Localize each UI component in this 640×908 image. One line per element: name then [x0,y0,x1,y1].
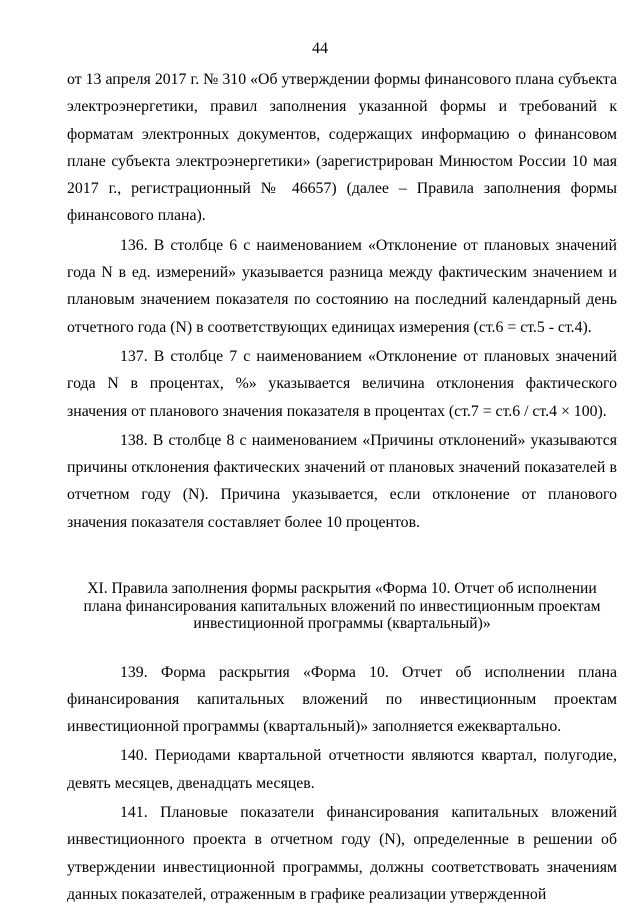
page-number: 44 [312,40,328,57]
section-heading [67,580,617,633]
paragraph-137: 137. В столбце 7 с наименованием «Отклонение от плановых значений года N в процентах, %» указывается величина отклонения фактического значения от планового значения показателя в процентах (ст.7 = ст.6 / ст.4 × 100). [67,347,617,420]
paragraph-139: 139. Форма раскрытия «Форма 10. Отчет об исполнении плана финансирования капитальных вложений по инвестиционным проектам инвестиционной программы (квартальный)» заполняется ежеквартально. [67,663,617,736]
paragraph-continuation: от 13 апреля 2017 г. № 310 «Об утверждении формы финансового плана субъекта электроэнергетики, правил заполнения указанной формы и требований к форматам электронных документов, содержащих информацию о финансовом плане субъекта электроэнергетики» (зарегистрирован Минюстом России 10 мая 2017 г., регистрационный № 46657) (далее – Правила заполнения формы финансового плана). [67,71,617,225]
paragraph-138: 138. В столбце 8 с наименованием «Причины отклонений» указываются причины отклонения фактических значений от плановых значений показателей в отчетном году (N). Причина указывается, если отклонение от планового значения показателя составляет более 10 процентов. [67,431,617,531]
section-heading-line: плана финансирования капитальных вложений по инвестиционным проектам [83,597,601,615]
section-heading-line: инвестиционной программы (квартальный)» [193,615,491,633]
section-heading-line: XI. Правила заполнения формы раскрытия «Форма 10. Отчет об исполнении [87,580,597,598]
paragraph-140: 140. Периодами квартальной отчетности являются квартал, полугодие, девять месяцев, двенадцать месяцев. [67,747,617,792]
paragraph-141: 141. Плановые показатели финансирования капитальных вложений инвестиционного проекта в отчетном году (N), определенные в решении об утверждении инвестиционной программы, должны соответствовать значениям данных показателей, отраженным в графике реализации утвержденной [67,804,617,903]
document-body [67,66,617,908]
paragraph-136: 136. В столбце 6 с наименованием «Отклонение от плановых значений года N в ед. измерений» указывается разница между фактическим значением и плановым значением показателя по состоянию на последний календарный день отчетного года (N) в соответствующих единицах измерения (ст.6 = ст.5 - ст.4). [67,236,617,336]
